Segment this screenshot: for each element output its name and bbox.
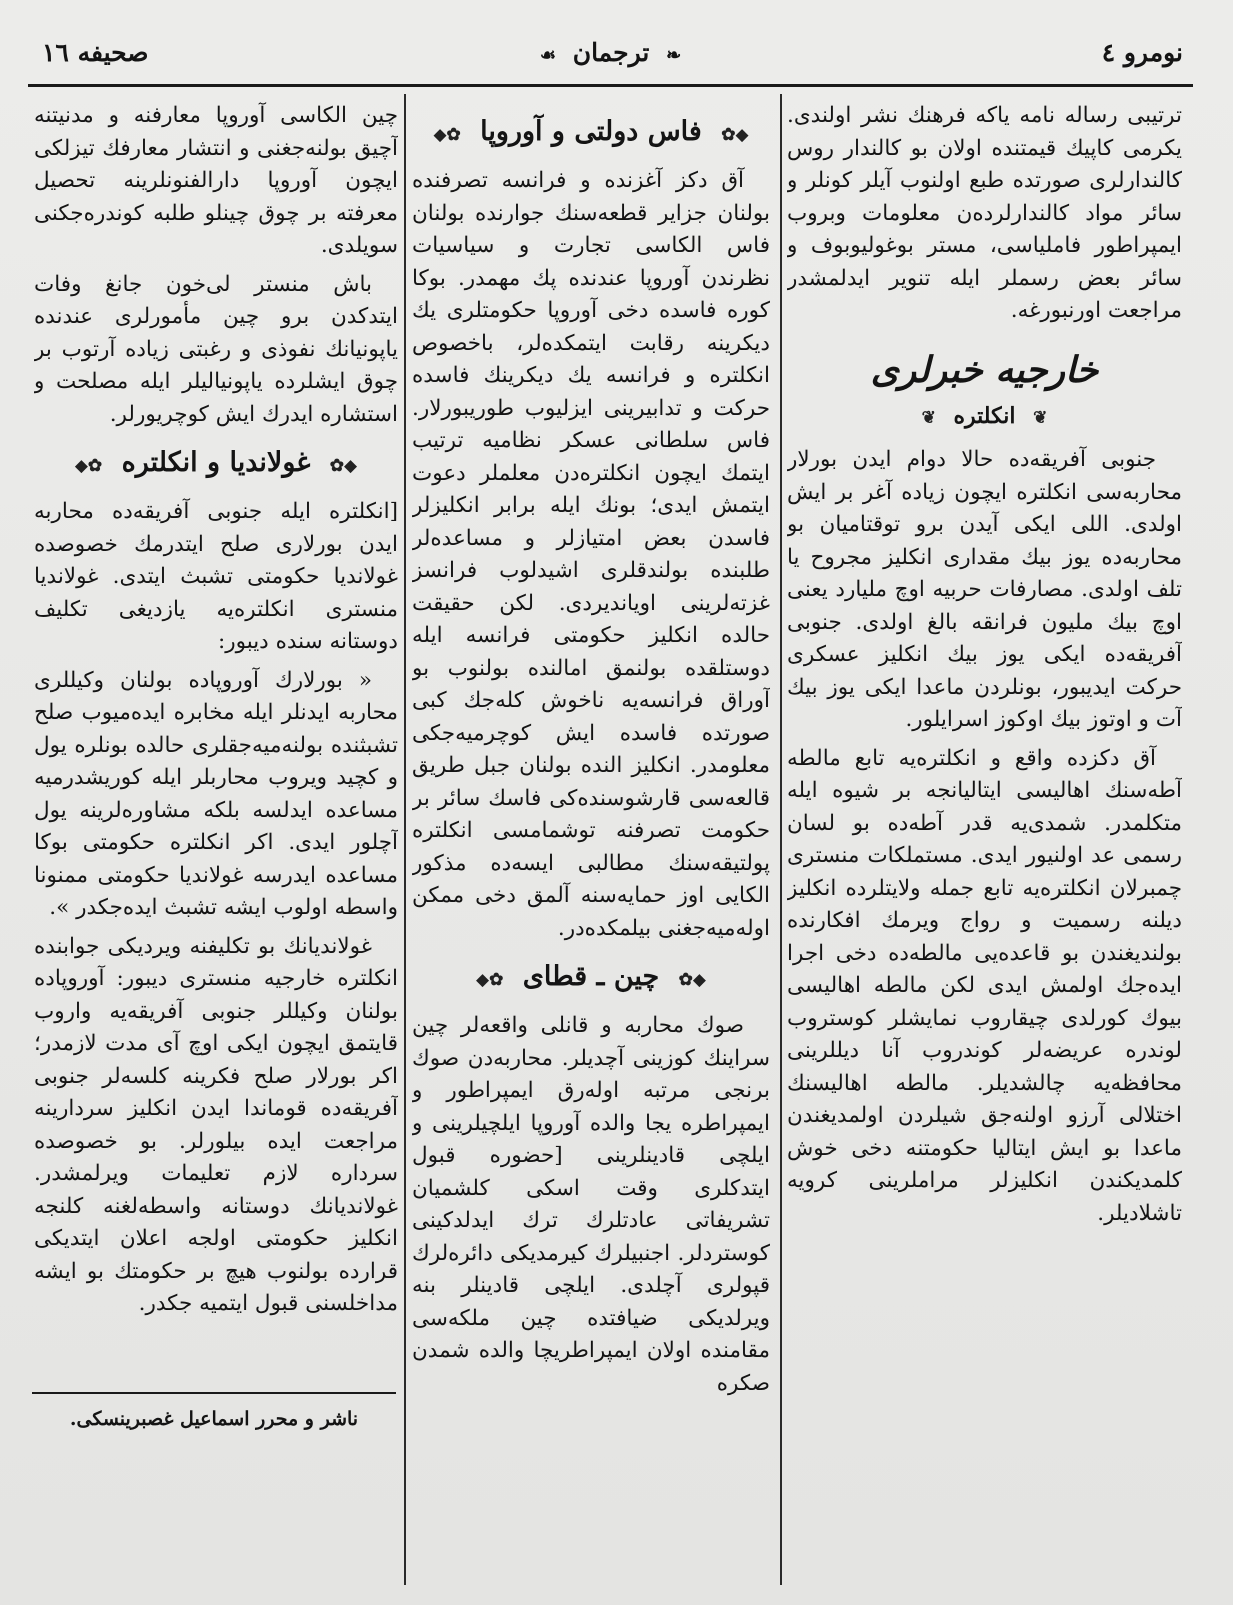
paragraph: چين الكاسى آوروپا معارفنه و مدنيتنه آچيق بولنه‌جغنى و انتشار معارفك تيزلكى ايچون آوروپا دارالفنونلرينه تحصيل معرفته بر چوق چينلو طلبه كوندره‌جكنى سويلدى.	[34, 103, 398, 258]
masthead-rule	[28, 84, 1193, 87]
section-heading-fas	[412, 114, 770, 153]
footer-rule	[32, 1392, 396, 1394]
ornament-icon: ✿◆	[476, 970, 504, 990]
ornament-icon: ❧	[666, 45, 682, 66]
ornament-icon: ❦	[1033, 407, 1048, 428]
column-divider	[780, 94, 782, 1585]
ornament-icon: ◆✿	[721, 125, 749, 145]
heading-text: چين ـ قطاى	[522, 961, 660, 992]
column-divider	[404, 94, 406, 1585]
column-left	[34, 100, 398, 1355]
ornament-icon: ◆✿	[329, 456, 358, 476]
paragraph: صوك محاربه و قانلى واقعه‌لر چين سراينك كوزينى آچديلر. محاربه‌دن صوك برنجى مرتبه اوله‌رق ايمپراطور و ايمپراطره يجا والده آوروپا ايلچيلرينى و ايلچى قادينلرينى [حضوره قبول ايتدكلرى وقت اسكى كلشميان تشريفاتى عادتلرك ترك ايدلدكينى كوستردلر. اجنبيلرك كيرمديكى دائره‌لرك قپولرى آچلدى. ايلچى قادينلر بنه ويرلديكى ضيافتده چين ملكه‌سى مقامنده اولان ايمپراطريچا والده شمدن صكره	[412, 1013, 770, 1396]
subheading-england	[787, 400, 1182, 435]
subheading-text: انكلتره	[953, 402, 1016, 429]
newspaper-title: ترجمان	[572, 38, 650, 67]
quote-paragraph: « بورلارك آوروپاده بولنان وكيللرى محاربه ايدنلر ايله مخابره ايده‌ميوب صلح تشبثنده بولنه‌ميه‌جقلرى حالده بونلره يول و كچيد ويروب محاربلر ايله كوريشدرميه مساعده ايدلسه بلكه مشاوره‌لرينه يول آچلور ايدى. اكر انكلتره حكومتى بوكا مساعده ايدرسه غولانديا حكومتى ممنونا واسطه اولوب ايشه تشبث ايده‌جكدر ».	[34, 667, 398, 920]
column-right	[787, 100, 1182, 1579]
ornament-icon: ◆✿	[678, 970, 706, 990]
heading-text: فاس دولتى و آوروپا	[480, 116, 702, 147]
heading-text: غولانديا و انكلتره	[121, 447, 311, 478]
paragraph: [انكلتره ايله جنوبى آفريقه‌ده محاربه ايدن بورلارى صلح ايتدرمك خصوصده غولانديا حكومتى تشبث ايتدى. غولانديا منسترى انكلتره‌يه يازديغى تكليف دوستانه سنده ديبور:	[34, 499, 398, 654]
section-heading-foreign-news: خارجيه خبرلرى	[870, 348, 1099, 391]
section-heading-china	[412, 959, 770, 998]
paragraph: آق دكز آغزنده و فرانسه تصرفنده بولنان جزاير قطعه‌سنك جوارنده بولنان فاس الكاسى تجارت و سياسيات نظرندن آوروپا عندنده پك مهمدر. بوكا كوره فاسده دخى آوروپا حكومتلرى يك ديكرينه رقابت ايتمكده‌لر، باخصوص انكلتره و فرانسه يك ديكرينك فاسده حركت و تدابيرينى ايزليوب طوريبورلار. فاس سلطانى عسكر نظاميه ترتيب ايتمك ايچون انكلتره‌دن معلملر دعوت ايتمش ايدى؛ بونك ايله برابر انكليزلر فاسدن بعض امتيازلر و مساعده‌لر طلبنده بولندقلرى اشيدلوب فرانسز غزته‌لرينى اويانديردى. لكن حقيقت حالده انكليز حكومتى فرانسه ايله دوستلقده بولنمق امالنده بولنوب بو آوراق فرانسه‌يه ناخوش كله‌جك كبى صورتده فاسده ايش كوچرميه‌جكى معلومدر. انكليز النده بولنان جبل طريق قالعه‌سى قارشوسنده‌كى فاسك سائر بر حكومت تصرفنه توشمامسى انكلتره پولتيقه‌سنك مطالبى ايسه‌ده مذكور الكايى اوز حمايه‌سنه آلمق دخى ممكن اوله‌ميه‌جغنى بيلمكده‌در.	[412, 168, 770, 941]
paragraph: باش منستر لى‌خون جانغ وفات ايتدكدن برو چين مأمورلرى عندنده ياپونيانك نفوذى و رغبتى زياده آرتوب بر چوق ايشلرده ياپونياليلر ايله مصلحت و استشاره ايدرك ايش كوچريورلر.	[34, 271, 398, 427]
ornament-icon: ☙	[539, 45, 556, 66]
page-number: صحيفه ١٦	[42, 38, 149, 67]
section-heading-holland	[34, 445, 398, 484]
paragraph: غولانديانك بو تكليفنه ويرديكى جوابنده انكلتره خارجيه منسترى ديبور: آوروپاده بولنان وكيللر جنوبى آفريقه‌يه واروب قايتمق ايچون ايكى اوچ آى مدت لازمدر؛ اكر بورلار صلح فكرينه كلسه‌لر جنوبى آفريقه‌ده قوماندا ايدن انكليز سردارينه مراجعت ايده بيلورلر. بو خصوصده سرداره لازم تعليمات ويرلمشدر. غولانديانك دوستانه واسطه‌لغنه كلنجه انكليز حكومتى اولجه اعلان ايتديكى قرارده بولنوب هيچ بر حكومتك بو ايشه مداخلسنى قبول ايتميه جكدر.	[34, 933, 398, 1316]
paragraph: ترتيبى رساله نامه ياكه فرهنك نشر اولندى. يكرمى كاپيك قيمتنده اولان بو كالندار روس كالندارلرى صورتده طبع اولنوب آيلر كونلر و سائر مواد كالندارلرده‌ن معلومات وبروب ايمپراطور فاملياسى، مستر بوغوليوبوف و سائر بعض رسملر ايله تنوير ايدلمشدر مراجعت اورنبورغه.	[787, 103, 1182, 323]
issue-number: نومرو ٤	[1101, 38, 1183, 67]
ornament-icon: ❦	[921, 407, 936, 428]
masthead-title-block	[28, 38, 1193, 67]
paragraph: آق دكزده واقع و انكلتره‌يه تابع مالطه آطه‌سنك اهاليسى ايتاليانجه بر شيوه ايله متكلمدر. شمدى‌يه قدر آطه‌ده بو لسان رسمى عد اولنيور ايدى. مستملكات منسترى چمبرلان انكلتره‌يه تابع جمله ولايتلرده انكليز ديلنه رسميت و رواج ويرمك افكارنده بولنديغندن بو قاعده‌يى مالطه‌ده دخى اجرا ايده‌جك اولمش ايدى لكن مالطه اهاليسى بيوك كورلدى چيقاروب نمايشلر كوستروب لوندره عريضه‌لر كوندروب آنا ديللرينى محافظه‌يه چالشديلر. مالطه اهاليسنك اختلالى آرزو اولنه‌جق شيلردن اولمديغندن ماعدا بو ايش ايتاليا حكومتنه دخى خوش كلمديكندن انكليزلر مراملرينى كرويه تاشلاديلر.	[787, 745, 1182, 1226]
column-middle	[412, 100, 770, 1579]
ornament-icon: ✿◆	[433, 125, 461, 145]
masthead	[28, 28, 1193, 82]
ornament-icon: ✿◆	[74, 456, 103, 476]
publisher-footer: ناشر و محرر اسماعيل غصبرينسكى.	[69, 1408, 359, 1430]
paragraph: جنوبى آفريقه‌ده حالا دوام ايدن بورلار محاربه‌سى انكلتره ايچون زياده آغر بر ايش اولدى. اللى ايكى آيدن برو توقتاميان بو محاربه‌ده يوز بيك مقدارى انكليز مجروح يا تلف اولدى. مصارفات حربيه اوچ مليارد يعنى اوچ بيك مليون فرانقه بالغ اولدى. جنوبى آفريقه‌ده ايكى يوز بيك انكليز عسكرى حركت ايديبور، بونلردن ماعدا ايكى يوز بيك آت و اوتوز بيك اوكوز اسرايلور.	[787, 447, 1182, 732]
